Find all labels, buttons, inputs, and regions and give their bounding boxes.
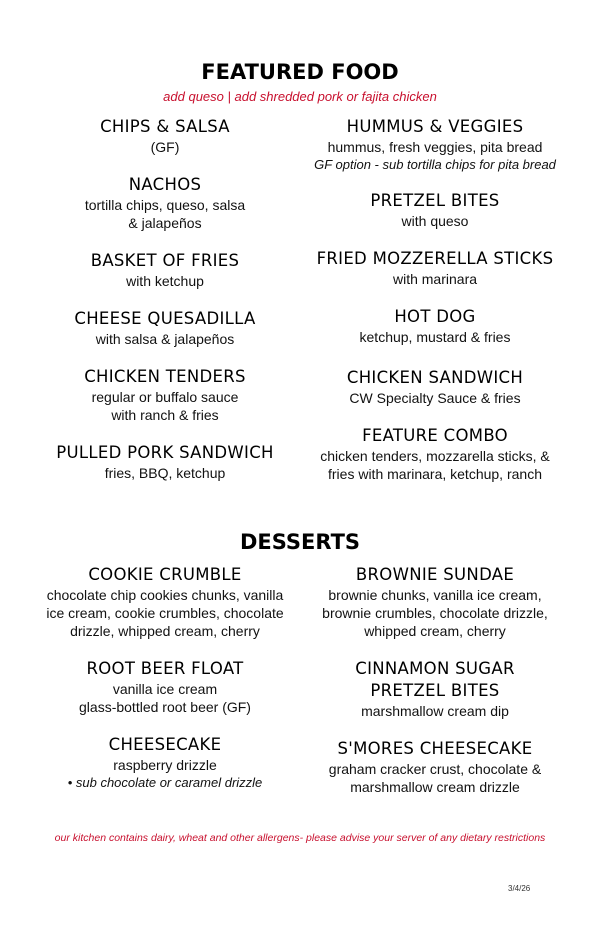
menu-item xyxy=(20,658,310,716)
item-name: PRETZEL BITES xyxy=(370,191,500,210)
item-desc: raspberry drizzle xyxy=(113,757,217,773)
item-name: FRIED MOZZERELLA STICKS xyxy=(316,249,554,268)
menu-item xyxy=(20,174,310,232)
menu-item xyxy=(290,738,580,796)
menu-item xyxy=(290,190,580,230)
item-desc: regular or buffalo sauce xyxy=(91,389,239,405)
item-desc: brownie chunks, vanilla ice cream, xyxy=(328,587,542,603)
menu-item xyxy=(290,658,580,720)
menu-item xyxy=(20,734,310,792)
menu-item xyxy=(290,306,580,346)
menu-item xyxy=(20,116,310,156)
item-name: CHIPS & SALSA xyxy=(100,117,230,136)
item-name: PRETZEL BITES xyxy=(370,681,500,700)
item-name: BASKET OF FRIES xyxy=(90,251,240,270)
item-name: S'MORES CHEESECAKE xyxy=(337,739,533,758)
menu-item xyxy=(290,248,580,288)
item-desc: whipped cream, cherry xyxy=(364,623,506,639)
item-desc: & jalapeños xyxy=(128,215,202,231)
item-name: COOKIE CRUMBLE xyxy=(88,565,242,584)
item-desc: marshmallow cream dip xyxy=(361,703,509,719)
featured-subtitle: add queso | add shredded pork or fajita chicken xyxy=(163,89,437,104)
item-name: CHEESECAKE xyxy=(108,735,222,754)
item-name: CHICKEN TENDERS xyxy=(84,367,246,386)
item-name: PULLED PORK SANDWICH xyxy=(56,443,274,462)
item-name: CHEESE QUESADILLA xyxy=(74,309,256,328)
featured-food-title: FEATURED FOOD xyxy=(201,60,399,84)
menu-item xyxy=(20,250,310,290)
menu-item xyxy=(290,564,580,640)
item-name: HOT DOG xyxy=(394,307,476,326)
item-desc: with ranch & fries xyxy=(111,407,219,423)
item-desc: with salsa & jalapeños xyxy=(95,331,235,347)
menu-item xyxy=(20,308,310,348)
item-name: HUMMUS & VEGGIES xyxy=(346,117,524,136)
item-desc: with marinara xyxy=(392,271,478,287)
item-name: FEATURE COMBO xyxy=(362,426,508,445)
item-name: BROWNIE SUNDAE xyxy=(355,565,515,584)
item-desc: brownie crumbles, chocolate drizzle, xyxy=(322,605,548,621)
item-desc: drizzle, whipped cream, cherry xyxy=(70,623,260,639)
item-name: ROOT BEER FLOAT xyxy=(86,659,244,678)
menu-item xyxy=(20,564,310,640)
item-desc: graham cracker crust, chocolate & xyxy=(328,761,542,777)
menu-item xyxy=(290,367,580,407)
item-desc: (GF) xyxy=(150,139,180,155)
allergen-disclaimer: our kitchen contains dairy, wheat and other allergens- please advise your server of any dietary restrictions xyxy=(54,832,546,844)
item-desc: vanilla ice cream xyxy=(112,681,218,697)
menu-item xyxy=(20,442,310,482)
menu-item xyxy=(290,116,580,174)
item-note: GF option - sub tortilla chips for pita bread xyxy=(314,157,556,172)
desserts-title: DESSERTS xyxy=(239,530,361,554)
item-desc: glass-bottled root beer (GF) xyxy=(79,699,251,715)
item-desc: chocolate chip cookies chunks, vanilla xyxy=(46,587,284,603)
item-desc: hummus, fresh veggies, pita bread xyxy=(327,139,543,155)
item-desc: tortilla chips, queso, salsa xyxy=(84,197,246,213)
item-desc: CW Specialty Sauce & fries xyxy=(349,390,521,406)
item-desc: marshmallow cream drizzle xyxy=(350,779,520,795)
menu-item xyxy=(20,366,310,424)
item-desc: with queso xyxy=(401,213,469,229)
item-name: CINNAMON SUGAR xyxy=(355,659,515,678)
item-desc: chicken tenders, mozzarella sticks, & xyxy=(320,448,550,464)
item-desc: with ketchup xyxy=(126,273,204,289)
item-desc: ice cream, cookie crumbles, chocolate xyxy=(46,605,284,621)
item-desc: fries with marinara, ketchup, ranch xyxy=(328,466,542,482)
item-desc: fries, BBQ, ketchup xyxy=(104,465,226,481)
menu-item xyxy=(290,425,580,483)
item-note: • sub chocolate or caramel drizzle xyxy=(67,775,263,790)
item-desc: ketchup, mustard & fries xyxy=(359,329,511,345)
item-name: NACHOS xyxy=(128,175,202,194)
revision-date: 3/4/26 xyxy=(508,884,531,893)
item-name: CHICKEN SANDWICH xyxy=(346,368,524,387)
